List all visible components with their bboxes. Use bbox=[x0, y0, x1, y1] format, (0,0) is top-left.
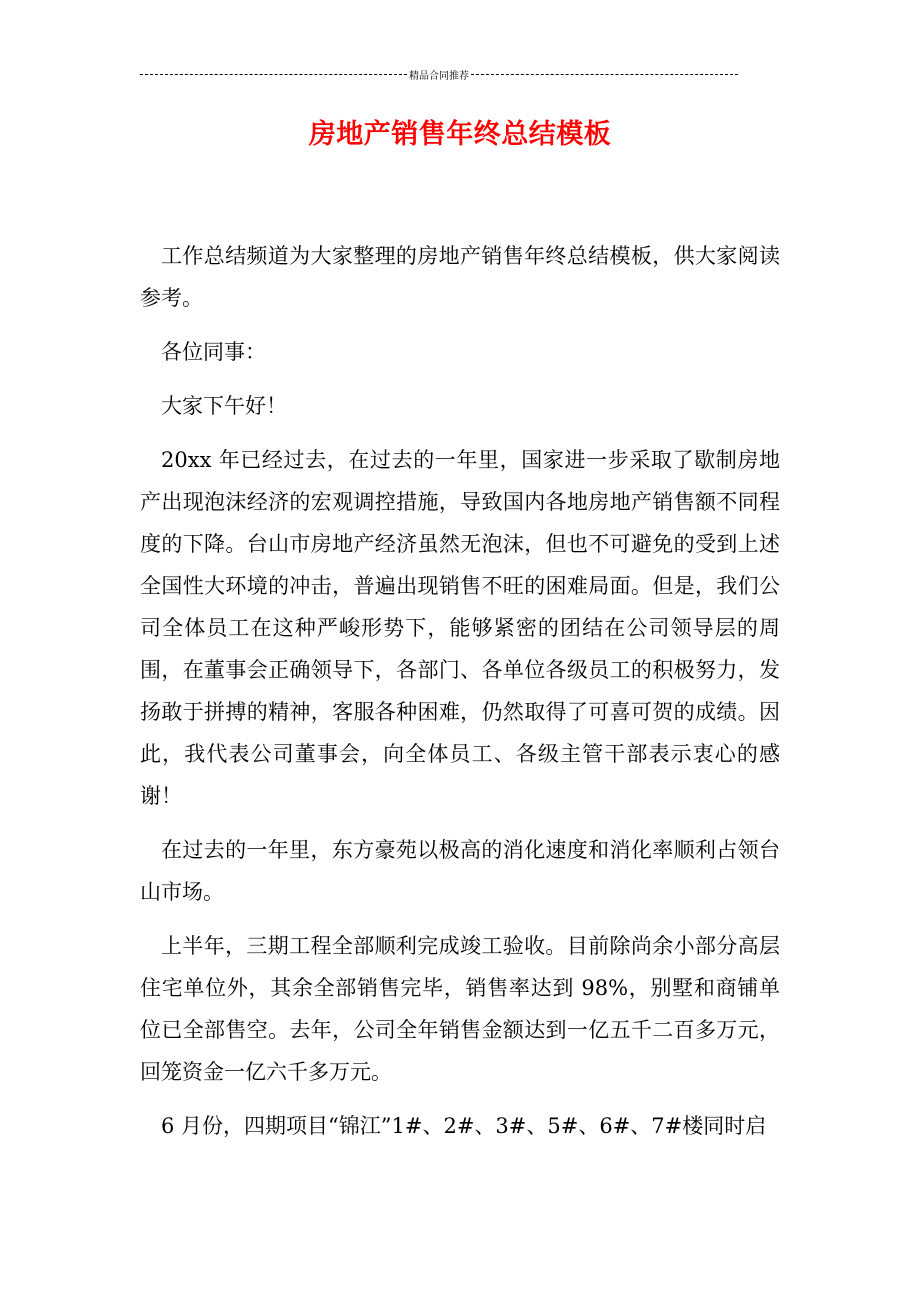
paragraph-intro: 工作总结频道为大家整理的房地产销售年终总结模板，供大家阅读参考。 bbox=[140, 244, 780, 310]
document-title: 房地产销售年终总结模板 bbox=[308, 119, 612, 150]
header-dash-left bbox=[140, 74, 407, 75]
paragraph-june: 6 月份，四期项目“锦江”1#、2#、3#、5#、6#、7#楼同时启 bbox=[161, 1114, 767, 1138]
paragraph-review: 20xx 年已经过去，在过去的一年里，国家进一步采取了歇制房地产出现泡沫经济的宏观调控措施，导致国内各地房地产销售额不同程度的下降。台山市房地产经济虽然无泡沫，但也不可避免的受到上述全国性大环境的冲击，普遍出现销售不旺的困难局面。但是，我们公司全体员工在这种严峻形势下，能够紧密的团结在公司领导层的周围，在董事会正确领导下，各部门、各单位各级员工的积极努力，发扬敢于拼搏的精神，客服各种困难，仍然取得了可喜可贺的成绩。因此，我代表公司董事会，向全体员工、各级主管干部表示衷心的感谢！ bbox=[140, 448, 780, 808]
paragraph-salutation: 各位同事： bbox=[161, 340, 266, 364]
header-line bbox=[140, 66, 738, 82]
header-dash-right bbox=[471, 74, 738, 75]
document-body bbox=[140, 235, 780, 1159]
paragraph-first-half: 上半年，三期工程全部顺利完成竣工验收。目前除尚余小部分高层住宅单位外，其余全部销售完毕，销售率达到 98%，别墅和商铺单位已全部售空。去年，公司全年销售金额达到一亿五千二百多万元，回笼资金一亿六千多万元。 bbox=[140, 934, 780, 1084]
paragraph-greeting: 大家下午好！ bbox=[161, 394, 287, 418]
header-label: 精品合同推荐 bbox=[409, 70, 469, 82]
paragraph-market: 在过去的一年里，东方豪苑以极高的消化速度和消化率顺利占领台山市场。 bbox=[140, 838, 780, 904]
